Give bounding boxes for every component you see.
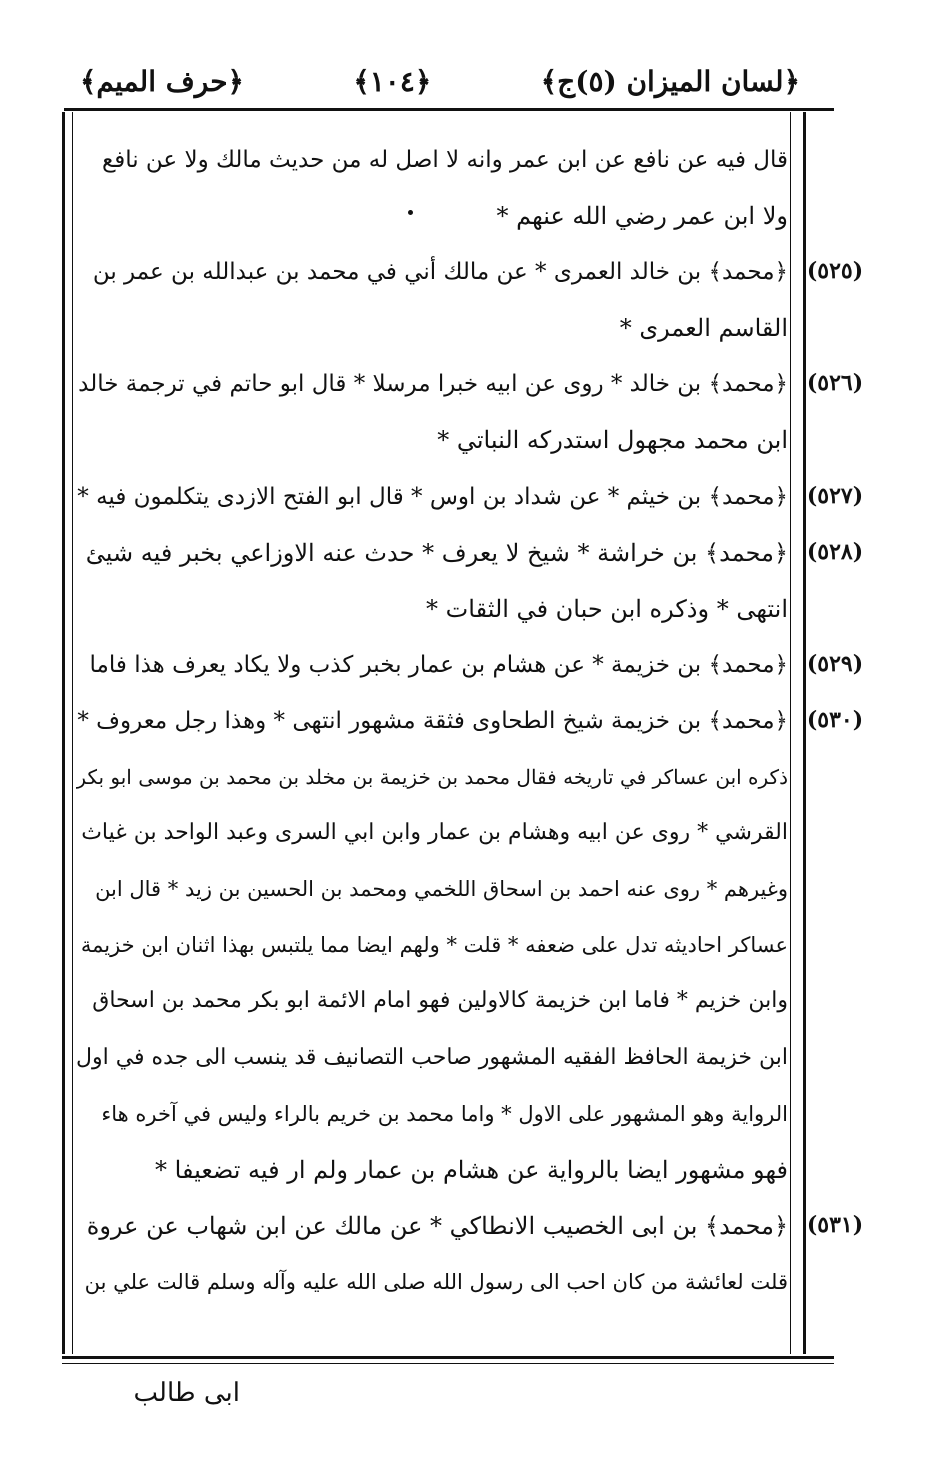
entry-number: (٥٢٩): [806, 650, 864, 677]
text-line: [76, 1142, 792, 1198]
text-line-content: القرشي * روى عن ابيه وهشام بن عمار وابن ابي السرى وعبد الواحد بن غياث: [81, 820, 788, 846]
text-line-content: انتهى * وذكره ابن حبان في الثقات *: [426, 594, 788, 623]
text-line-content: قلت لعائشة من كان احب الى رسول الله صلى الله عليه وآله وسلم قالت علي بن: [84, 1269, 788, 1294]
text-line: [76, 1030, 792, 1086]
text-line-content: ﴿محمد﴾ بن خزيمة شيخ الطحاوى فثقة مشهور انتهى * وهذا رجل معروف *: [77, 707, 788, 734]
footer-rule-thin: [62, 1363, 834, 1364]
text-line-content: وابن خزيم * فاما ابن خزيمة كالاولين فهو امام الائمة ابو بكر محمد بن اسحاق: [92, 988, 788, 1014]
text-line: [76, 1254, 792, 1310]
entry-number: (٥٣٠): [806, 707, 864, 733]
header-rule: [64, 108, 834, 111]
footer-rule: [62, 1356, 834, 1359]
text-line: [76, 973, 792, 1029]
text-line: [76, 412, 792, 468]
text-line: [76, 469, 792, 525]
text-line: [76, 917, 792, 973]
catchword: ابى طالب: [133, 1378, 240, 1408]
body-text: [76, 132, 792, 1310]
text-line-content: ﴿محمد﴾ بن خيثم * عن شداد بن اوس * قال ابو الفتح الازدى يتكلمون فيه *: [77, 483, 788, 510]
frame-inner-line-left: [72, 112, 73, 1354]
text-line: [76, 525, 792, 581]
text-line-content: وغيرهم * روى عنه احمد بن اسحاق اللخمي ومحمد بن الحسين بن زيد * قال ابن: [95, 877, 788, 902]
entry-number: (٥٢٧): [806, 482, 864, 509]
entry-number: (٥٢٨): [806, 538, 864, 565]
text-line-content: عساكر احاديثه تدل على ضعفه * قلت * ولهم ايضا مما يلتبس بهذا اثنان ابن خزيمة: [80, 933, 788, 958]
header-chapter-title: ﴿حرف الميم﴾: [80, 64, 244, 98]
text-line-content: ولا ابن عمر رضي الله عنهم *: [496, 202, 788, 231]
text-line-content: ابن خزيمة الحافظ الفقيه المشهور صاحب التصانيف قد ينسب الى جده في اول: [76, 1044, 788, 1070]
text-line: [76, 188, 792, 244]
text-line: [76, 300, 792, 356]
text-line: [76, 805, 792, 861]
entry-number: (٥٢٦): [806, 370, 864, 397]
text-line: [76, 1198, 792, 1254]
text-line-content: القاسم العمرى *: [619, 314, 788, 343]
text-line-content: الرواية وهو المشهور على الاول * واما محمد بن خريم بالراء وليس في آخره هاء: [101, 1101, 788, 1126]
text-line: [76, 244, 792, 300]
text-line-content: قال فيه عن نافع عن ابن عمر وانه لا اصل له من حديث مالك ولا عن نافع: [101, 147, 788, 173]
text-line-content: ﴿محمد﴾ بن خزيمة * عن هشام بن عمار بخبر كذب ولا يكاد يعرف هذا فاما: [89, 651, 788, 678]
text-line: [76, 637, 792, 693]
text-line-content: فهو مشهور ايضا بالرواية عن هشام بن عمار ولم ار فيه تضعيفا *: [155, 1155, 788, 1184]
text-line: [76, 861, 792, 917]
text-line-content: ﴿محمد﴾ بن ابى الخصيب الانطاكي * عن مالك عن ابن شهاب عن عروة: [86, 1211, 788, 1240]
running-header: [80, 58, 800, 104]
text-line: [76, 1086, 792, 1142]
text-line-content: ﴿محمد﴾ بن خالد * روى عن ابيه خبرا مرسلا * قال ابو حاتم في ترجمة خالد: [78, 371, 788, 398]
header-book-title: ﴿لسان الميزان (٥)ج﴾: [540, 64, 800, 98]
entry-number: (٥٣١): [806, 1211, 864, 1238]
header-page-number: ﴿١٠٤﴾: [353, 64, 432, 98]
text-line-content: ﴿محمد﴾ بن خالد العمرى * عن مالك أني في محمد بن عبدالله بن عمر بن: [92, 259, 788, 286]
text-line: [76, 356, 792, 412]
text-line-content: ابن محمد مجهول استدركه النباتي *: [437, 426, 788, 455]
entry-number: (٥٢٥): [806, 258, 864, 285]
text-line: [76, 749, 792, 805]
text-line-content: ذكره ابن عساكر في تاريخه فقال محمد بن خزيمة بن مخلد بن محمد بن موسى ابو بكر: [76, 765, 788, 790]
text-line: [76, 693, 792, 749]
text-line: [76, 581, 792, 637]
text-line: [76, 132, 792, 188]
text-line-content: ﴿محمد﴾ بن خراشة * شيخ لا يعرف * حدث عنه الاوزاعي بخبر فيه شيئ: [85, 538, 788, 567]
